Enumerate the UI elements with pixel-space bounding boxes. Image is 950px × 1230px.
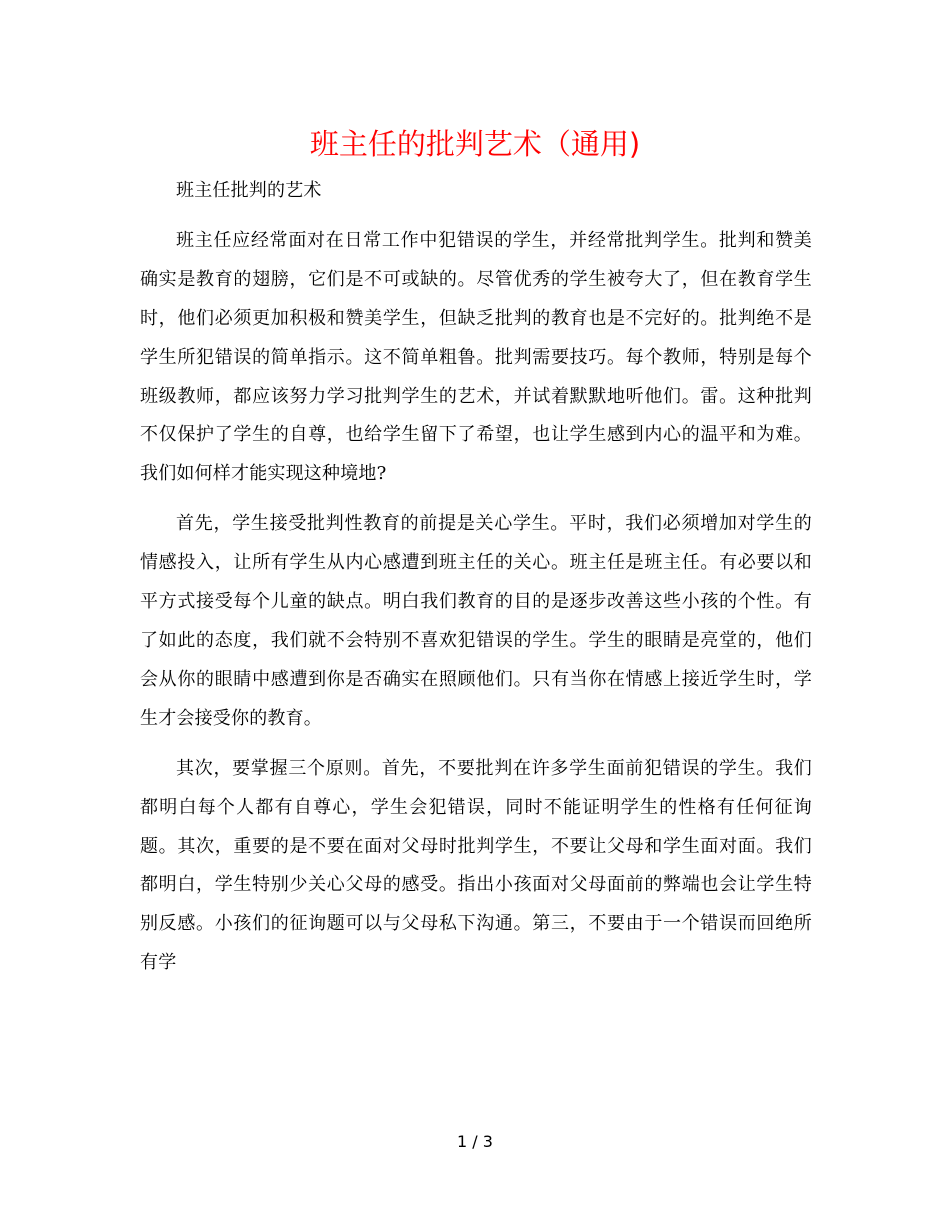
paragraph-2: 首先，学生接受批判性教育的前提是关心学生。平时，我们必须增加对学生的情感投入，让所有学生从内心感遭到班主任的关心。班主任是班主任。有必要以和平方式接受每个儿童的缺点。明白我们教育的目的是逐步改善这些小孩的个性。有了如此的态度，我们就不会特别不喜欢犯错误的学生。学生的眼睛是亮堂的，他们会从你的眼睛中感遭到你是否确实在照顾他们。只有当你在情感上接近学生时，学生才会接受你的教育。	[140, 513, 812, 729]
document-title: 班主任的批判艺术（通用)	[309, 127, 641, 161]
document-body	[140, 172, 812, 983]
paragraph-1: 班主任应经常面对在日常工作中犯错误的学生，并经常批判学生。批判和赞美确实是教育的翅膀，它们是不可或缺的。尽管优秀的学生被夸大了，但在教育学生时，他们必须更加积极和赞美学生，但缺乏批判的教育也是不完好的。批判绝不是学生所犯错误的简单指示。这不简单粗鲁。批判需要技巧。每个教师，特别是每个班级教师，都应该努力学习批判学生的艺术，并试着默默地听他们。雷。这种批判不仅保护了学生的自尊，也给学生留下了希望，也让学生感到内心的温平和为难。我们如何样才能实现这种境地?	[140, 229, 812, 485]
page-number: 1 / 3	[457, 1132, 493, 1151]
section-heading: 班主任批判的艺术	[176, 180, 322, 201]
paragraph-3: 其次，要掌握三个原则。首先，不要批判在许多学生面前犯错误的学生。我们都明白每个人都有自尊心，学生会犯错误，同时不能证明学生的性格有任何征询题。其次，重要的是不要在面对父母时批判学生，不要让父母和学生面对面。我们都明白，学生特别少关心父母的感受。指出小孩面对父母面前的弊端也会让学生特别反感。小孩们的征询题可以与父母私下沟通。第三，不要由于一个错误而回绝所有学	[140, 757, 812, 974]
